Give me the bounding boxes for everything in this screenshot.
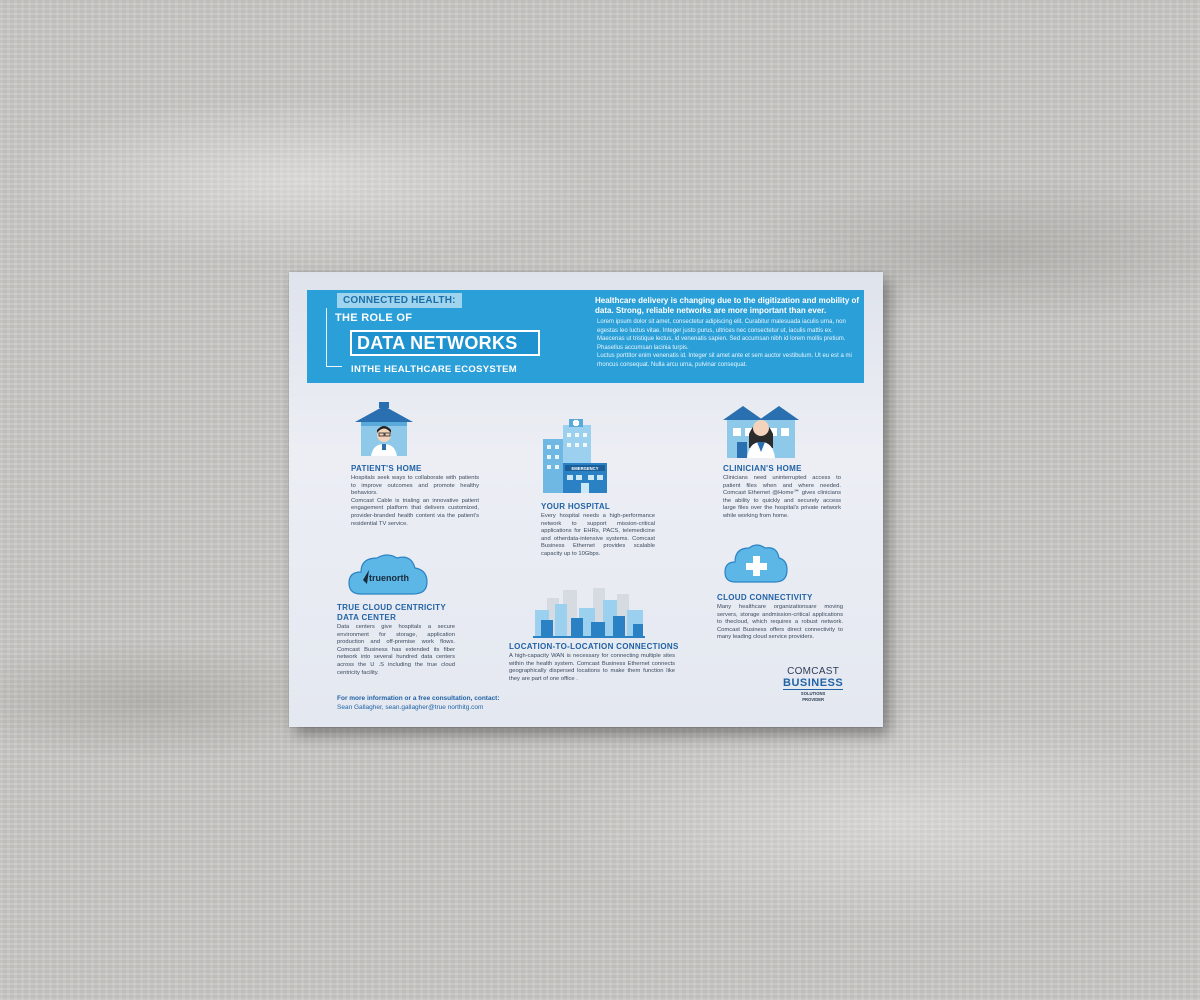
true-cloud-title: TRUE CLOUD CENTRICITY DATA CENTER: [337, 603, 446, 622]
clinician-home-icon: [721, 402, 801, 458]
cloud-connectivity-icon: [723, 540, 789, 586]
truenorth-logo-text: truenorth: [369, 573, 409, 583]
truenorth-cloud-icon: [347, 550, 429, 598]
intro-body-text: Lorem ipsum dolor sit amet, consectetur adipiscing elit. Curabitur malesuada iaculis urna, non egestas leo luctus vitae. Integer justo purus, ultrices nec consectetur ut, iaculis mattis ex. Maecenas ut tristique lectus, id venenatis sapien. Sed accumsan nibh id lorem mollis pretium. Phasellus accumsan lacinia turpis. Luctus porttitor enim venenatis id. Integer sit amet ante et sem auctor vestibulum. Ut eu est a mi rhoncus consequat. Nulla arcu urna, pulvinar consequat.: [597, 319, 852, 368]
cloud-connectivity-text: Many healthcare organizationsare moving servers, storage andmission-critical applications to thecloud, which requires a robust network. Comcast Business offers direct connectivity to many leading cloud service providers.: [717, 604, 843, 641]
flyer: [289, 272, 883, 727]
header-banner: [307, 290, 864, 383]
brand-main: BUSINESS: [783, 677, 844, 689]
contact-line-2: Sean Gallagher, sean.gallagher@true northitg.com: [337, 704, 484, 711]
subheadline: INTHE HEALTHCARE ECOSYSTEM: [351, 364, 517, 375]
headline: DATA NETWORKS: [357, 333, 518, 353]
patient-home-icon: [353, 400, 415, 458]
clinicians-home-text: Clinicians need uninterrupted access to patient files when and where needed. Comcast Ethernet @Home℠ gives clinicians the ability to quickly and securely access large files over the hospital's private network while working from home.: [723, 475, 841, 519]
true-cloud-text: Data centers give hospitals a secure environment for storage, application production and off-premise work flows. Comcast Business has extended its fiber network into several hundred data centers across the U .S including the true cloud centricity facility.: [337, 624, 455, 676]
contact-info: [337, 694, 500, 712]
emergency-sign: EMERGENCY: [571, 466, 599, 471]
patients-home-text: Hospitals seek ways to collaborate with patients to improve outcomes and promote healthy behaviors. Comcast Cable is trialing an innovative patient engagement platform that delivers customized, provider-branded health content via the patient's residential TV service.: [351, 475, 479, 527]
contact-line-1: For more information or a free consultation, contact:: [337, 695, 500, 702]
location-text: A high-capacity WAN is necessary for connecting multiple sites within the health system. Comcast Business Ethernet connects geographically dispersed locations to make them function like they are part of one office .: [509, 653, 675, 682]
your-hospital-text: Every hospital needs a high-performance network to support mission-critical applications for EHRs, PACS, telemedicine and otherdata-intensive systems. Comcast Business Ethernet provides scalable capacity up to 10Gbps.: [541, 513, 655, 557]
brand-sub-2: PROVIDER: [802, 697, 825, 702]
brand-top: COMCAST: [787, 666, 840, 677]
your-hospital-title: YOUR HOSPITAL: [541, 502, 611, 511]
patients-home-title: PATIENT'S HOME: [351, 464, 422, 473]
header-frame-line-bottom: [326, 366, 342, 367]
city-skyline-icon: [533, 584, 645, 638]
header-tag: CONNECTED HEALTH:: [337, 293, 462, 308]
clinicians-home-title: CLINICIAN'S HOME: [723, 464, 802, 473]
hospital-icon: [539, 419, 611, 493]
comcast-business-logo: [783, 666, 843, 702]
header-frame-line: [326, 308, 327, 366]
headline-box: [350, 330, 540, 356]
intro-bold-text: Healthcare delivery is changing due to the digitization and mobility of data. Strong, reliable networks are more important than ever.: [595, 296, 860, 315]
header-role-of: THE ROLE OF: [335, 312, 413, 324]
cloud-connectivity-title: CLOUD CONNECTIVITY: [717, 593, 813, 602]
brand-sub-1: SOLUTIONS: [800, 691, 826, 696]
location-title: LOCATION-TO-LOCATION CONNECTIONS: [509, 642, 679, 651]
